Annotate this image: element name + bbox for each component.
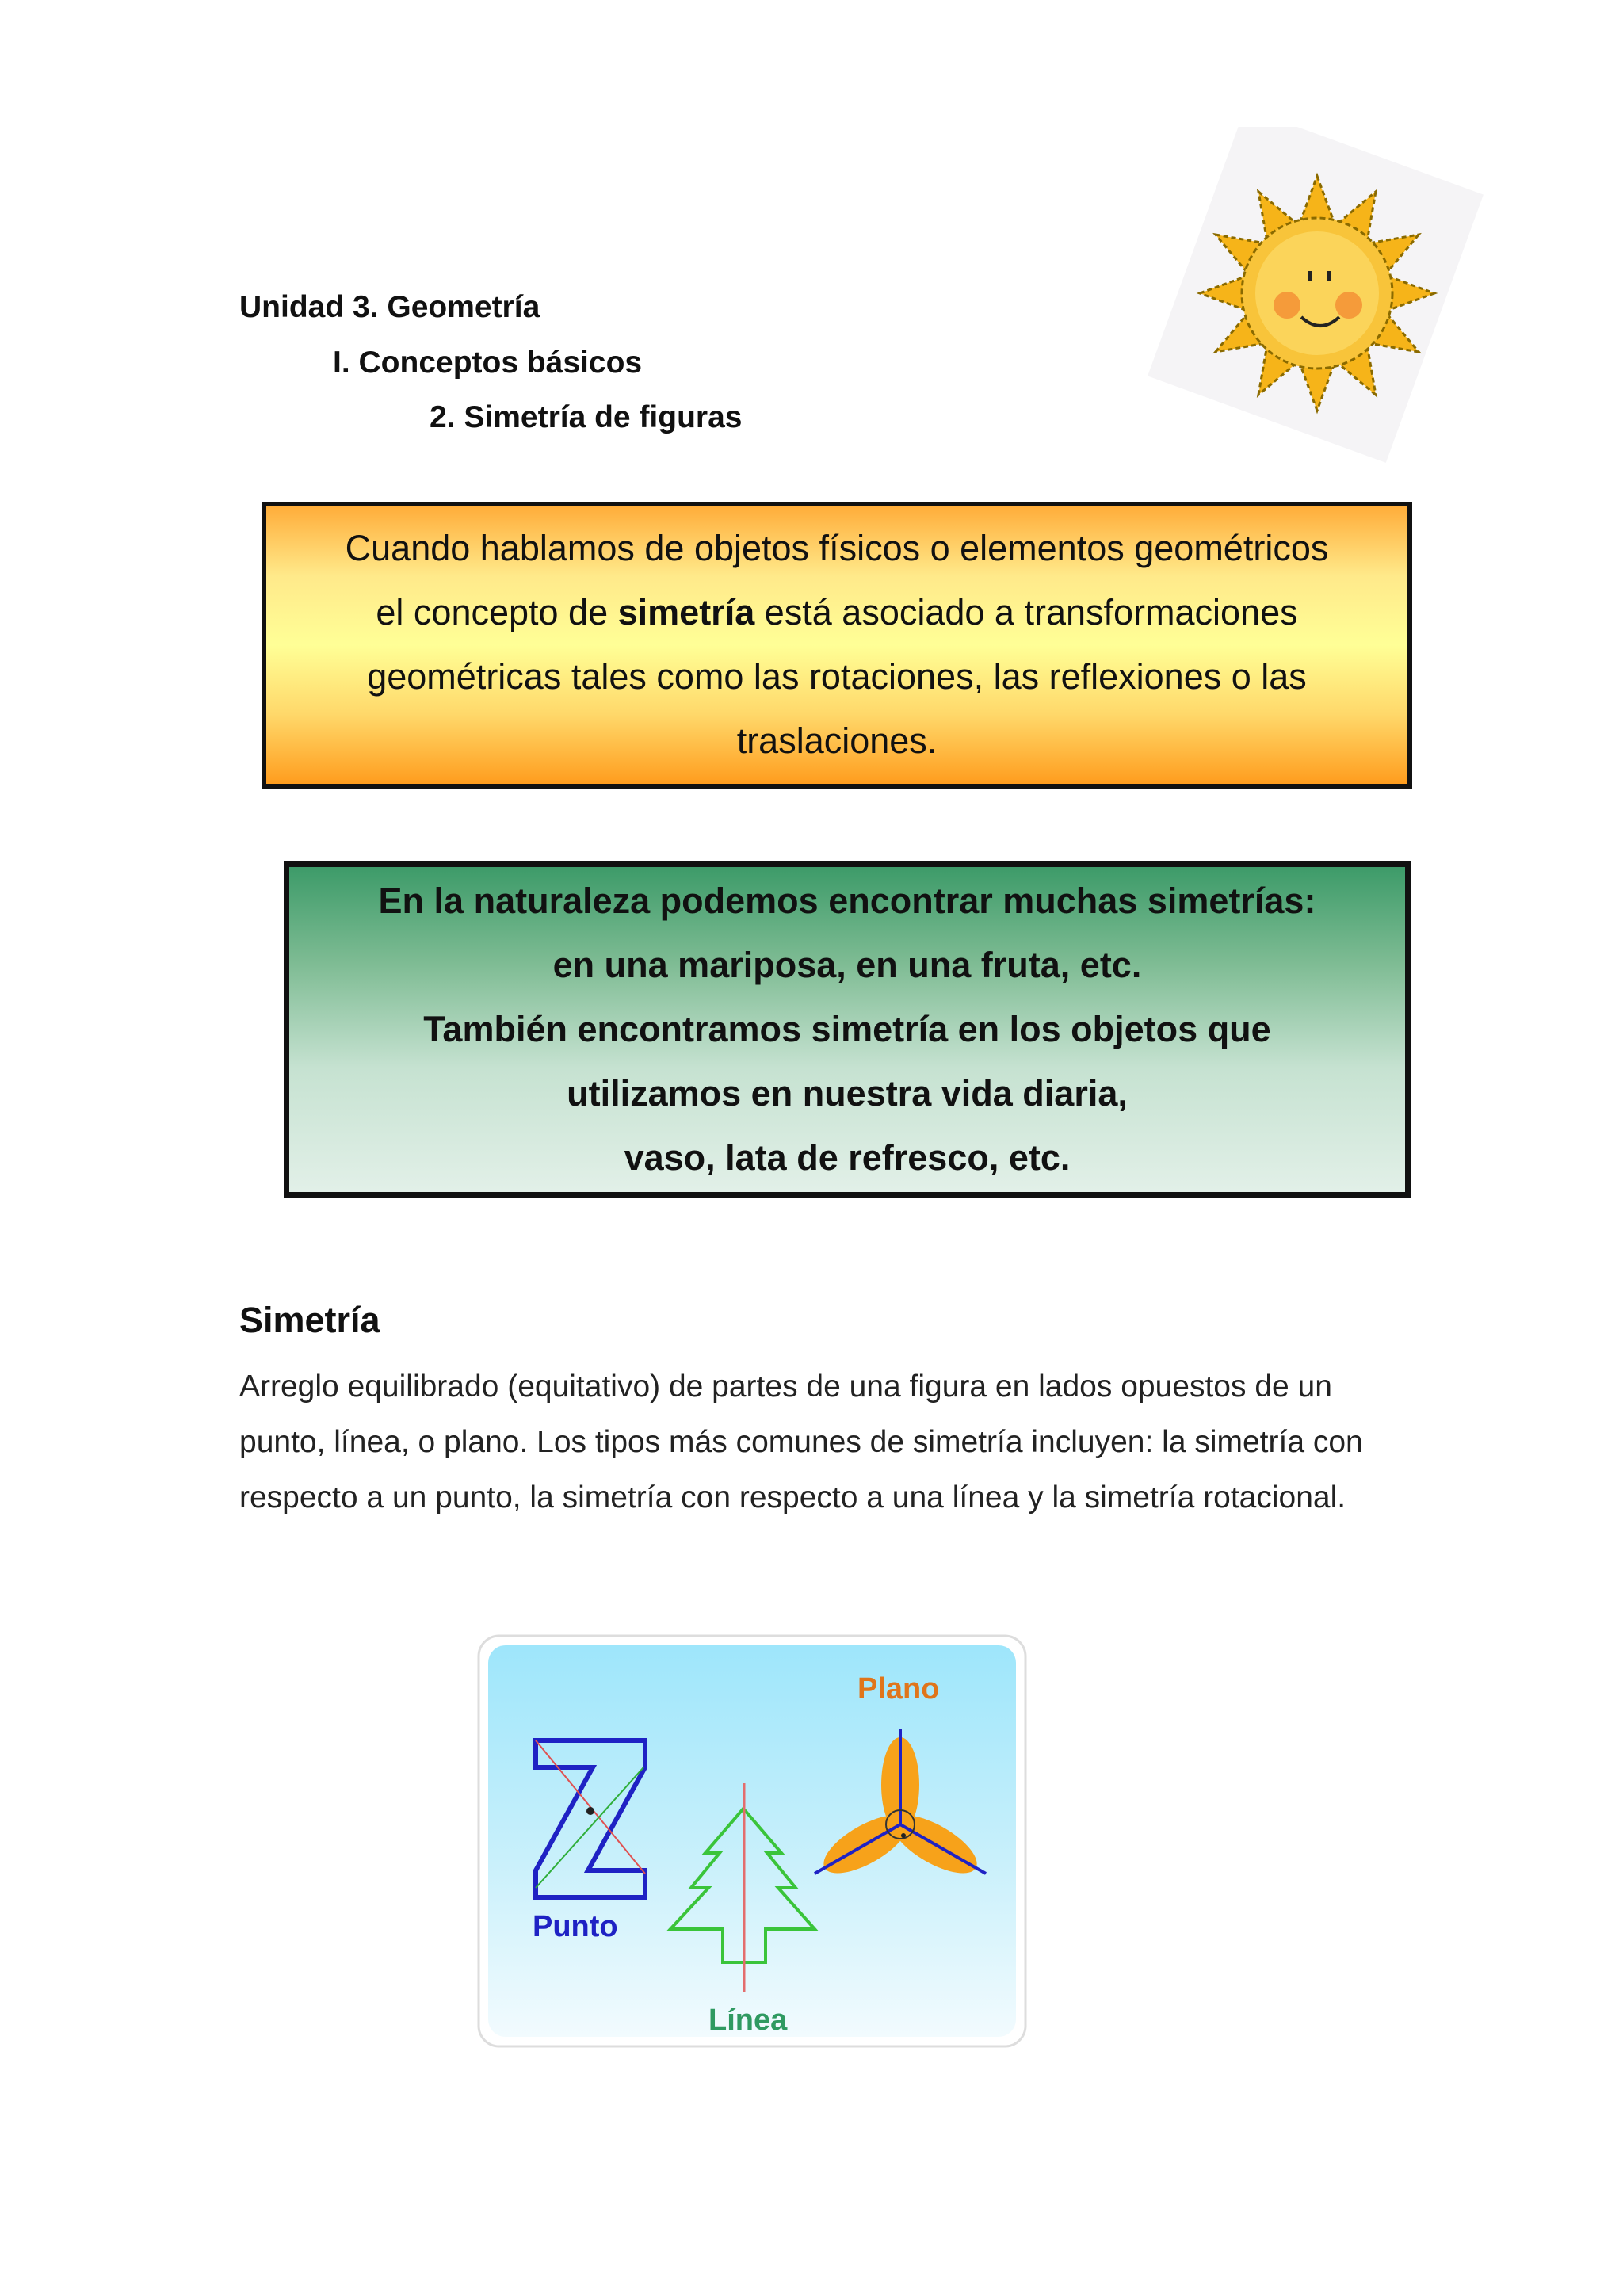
- section-heading: I. Conceptos básicos: [333, 346, 643, 380]
- plano-label: Plano: [857, 1672, 940, 1706]
- unit-heading: Unidad 3. Geometría: [239, 290, 540, 324]
- box2-line-1: En la naturaleza podemos encontrar muchas simetrías:: [378, 881, 1316, 921]
- punto-label: Punto: [533, 1910, 618, 1943]
- box2-line-4: utilizamos en nuestra vida diaria,: [567, 1073, 1128, 1114]
- box1-line-2-pre: el concepto de: [376, 592, 618, 632]
- linea-label: Línea: [708, 2004, 788, 2037]
- box2-line-2: en una mariposa, en una fruta, etc.: [552, 945, 1142, 985]
- box2-line-3: También encontramos simetría en los objetos que: [423, 1009, 1271, 1049]
- simetria-keyword: simetría: [617, 592, 755, 632]
- simetria-definition: Arreglo equilibrado (equitativo) de partes de una figura en lados opuestos de un punto, línea, o plano. Los tipos más comunes de simetría incluyen: la simetría con respecto a un punto, la simetría con respecto a una línea y la simetría rotacional.: [239, 1370, 1363, 1515]
- box1-line-2-post: está asociado a transformaciones: [754, 592, 1298, 632]
- box1-line-1: Cuando hablamos de objetos físicos o elementos geométricos: [345, 528, 1329, 568]
- box1-line-2: [266, 580, 1407, 644]
- sun-icon: [1133, 127, 1490, 476]
- box2-line-5: vaso, lata de refresco, etc.: [624, 1137, 1071, 1178]
- symmetry-types-figure: [477, 1634, 1027, 2048]
- simetria-title: Simetría: [239, 1300, 380, 1340]
- box1-line-3: geométricas tales como las rotaciones, las reflexiones o las: [367, 656, 1307, 697]
- nature-symmetry-box: [284, 861, 1411, 1198]
- subsection-heading: 2. Simetría de figuras: [430, 400, 743, 434]
- box1-line-4: traslaciones.: [736, 720, 938, 761]
- symmetry-concept-box: [262, 502, 1412, 789]
